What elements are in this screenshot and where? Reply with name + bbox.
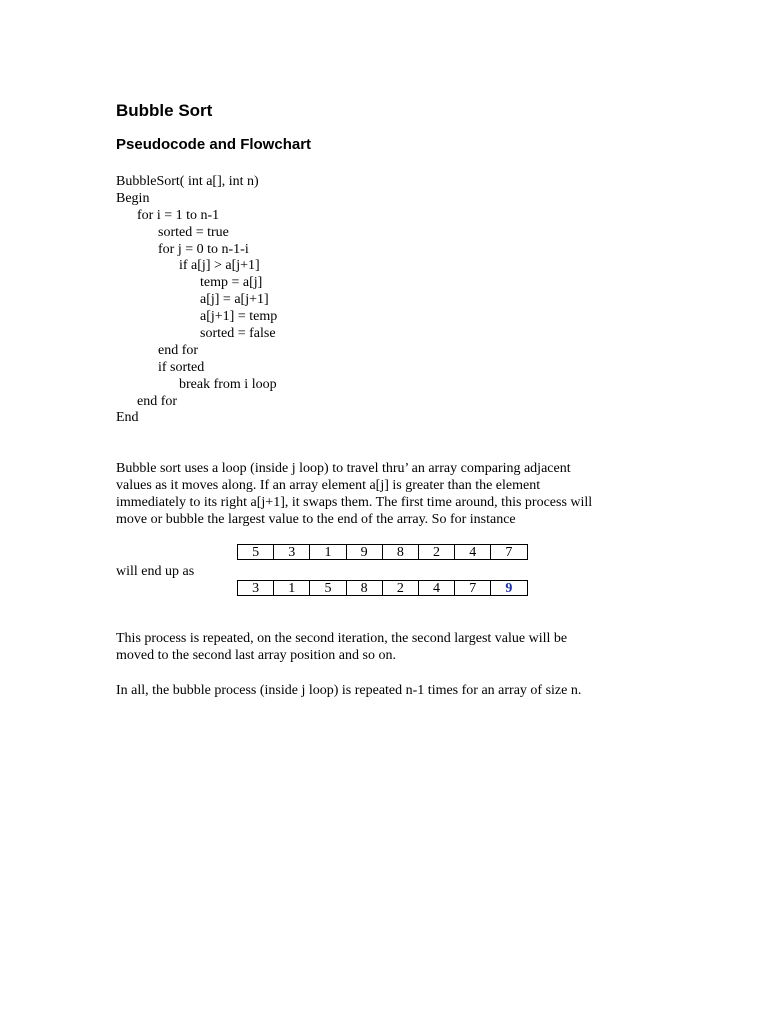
description-paragraph	[116, 460, 656, 528]
repeat-paragraph	[116, 630, 656, 664]
summary-paragraph	[116, 682, 656, 699]
array-cell: 4	[419, 580, 455, 596]
array-cell: 3	[274, 544, 310, 560]
pseudocode-line: if sorted	[116, 359, 205, 375]
array-transition-label: will end up as	[116, 564, 195, 579]
pseudocode-line: for i = 1 to n-1	[116, 207, 220, 223]
array-cell: 7	[491, 544, 527, 560]
pseudocode-line: a[j] = a[j+1]	[116, 292, 269, 308]
page-title: Bubble Sort	[116, 101, 213, 120]
array-cell: 8	[347, 580, 383, 596]
pseudocode-line: a[j+1] = temp	[116, 309, 278, 325]
description-line: values as it moves along. If an array element a[j] is greater than the element	[116, 478, 541, 493]
array-cell: 8	[383, 544, 419, 560]
pseudocode-line: for j = 0 to n-1-i	[116, 241, 249, 257]
array-cell: 2	[383, 580, 419, 596]
array-cell: 4	[455, 544, 491, 560]
array-cell: 2	[419, 544, 455, 560]
array-cell: 5	[238, 544, 274, 560]
pseudocode-line: sorted = false	[116, 326, 276, 342]
array-cell: 3	[238, 580, 274, 596]
pseudocode-line: if a[j] > a[j+1]	[116, 258, 260, 274]
array-before	[237, 544, 528, 560]
array-cell: 9	[491, 580, 527, 596]
description-line: Bubble sort uses a loop (inside j loop) to travel thru’ an array comparing adjacent	[116, 461, 571, 476]
array-cell: 1	[274, 580, 310, 596]
pseudocode-line: end for	[116, 393, 178, 409]
description-line: immediately to its right a[j+1], it swaps them. The first time around, this process will	[116, 495, 593, 510]
pseudocode-line: break from i loop	[116, 376, 277, 392]
section-heading: Pseudocode and Flowchart	[116, 136, 312, 153]
repeat-line: moved to the second last array position and so on.	[116, 648, 396, 663]
array-cell: 5	[310, 580, 346, 596]
pseudocode-line: end for	[116, 342, 199, 358]
array-cell: 7	[455, 580, 491, 596]
pseudocode-line: Begin	[116, 190, 150, 206]
description-line: move or bubble the largest value to the end of the array. So for instance	[116, 512, 516, 527]
summary-line: In all, the bubble process (inside j loop) is repeated n-1 times for an array of size n.	[116, 683, 582, 698]
pseudocode-line: temp = a[j]	[116, 275, 263, 291]
array-after	[237, 580, 528, 596]
array-cell: 9	[347, 544, 383, 560]
pseudocode-line: sorted = true	[116, 224, 229, 240]
repeat-line: This process is repeated, on the second iteration, the second largest value will be	[116, 631, 568, 646]
pseudocode-block	[116, 174, 277, 427]
pseudocode-line: BubbleSort( int a[], int n)	[116, 174, 259, 189]
pseudocode-line: End	[116, 410, 139, 426]
array-cell: 1	[310, 544, 346, 560]
